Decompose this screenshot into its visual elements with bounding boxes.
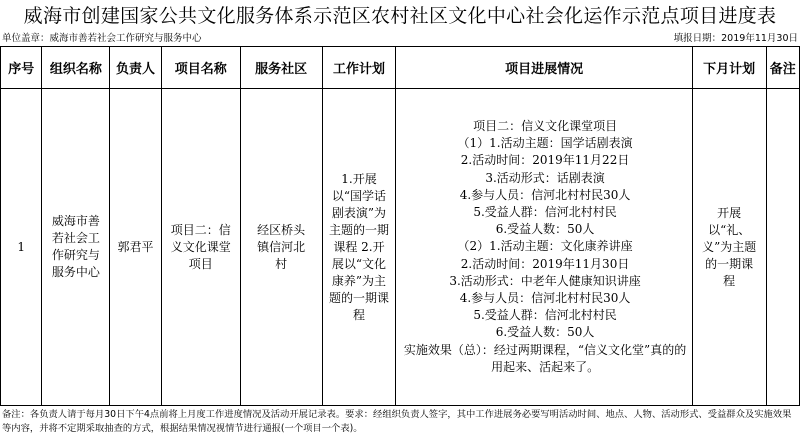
progress-line: 2.活动时间：2019年11月30日: [460, 256, 630, 271]
header-community: 服务社区: [240, 47, 322, 89]
table-row: [1, 89, 800, 406]
header-remark: 备注: [766, 47, 799, 89]
progress-line: 6.受益人数：50人: [495, 222, 595, 237]
cell-remark: [766, 89, 799, 406]
report-date: 填报日期：2019年11月30日: [673, 33, 798, 44]
project-name: 项目二：信义文化课堂项目: [170, 222, 231, 271]
cell-community: [240, 89, 322, 406]
cell-no: [1, 89, 42, 406]
progress-line: 5.受益人群：信河北村村民: [473, 204, 617, 219]
progress-line: （2）1.活动主题：文化康养讲座: [457, 239, 633, 254]
page-title: 威海市创建国家公共文化服务体系示范区农村社区文化中心社会化运作示范点项目进度表: [23, 5, 777, 27]
cell-next-plan: [692, 89, 766, 406]
org-name: 威海市善若社会工作研究与服务中心: [51, 214, 100, 279]
unit-seal-label: 单位盖章：威海市善若社会工作研究与服务中心: [2, 33, 202, 44]
progress-table: [0, 46, 800, 406]
progress-line: 2.活动时间：2019年11月22日: [460, 153, 630, 168]
progress-line: 6.受益人数：50人: [495, 325, 595, 340]
person-name: 郭君平: [117, 239, 154, 254]
cell-project: [161, 89, 240, 406]
row-no: 1: [17, 239, 26, 254]
header-no: 序号: [1, 47, 42, 89]
progress-line: 5.受益人群：信河北村村民: [473, 308, 617, 323]
progress-summary: 实施效果（总）：经过两期课程，“信义文化堂”真的的用起来、活起来了。: [403, 342, 687, 374]
footnote: 备注：各负责人请于每月30日下午4点前将上月度工作进度情况及活动开展记录表。要求：经组织负责人签字，其中工作进展务必要写明活动时间、地点、人物、活动形式、受益群众及实施效果等内容，并将不定期采取抽查的方式，根据结果情况视情节进行通报(一个项目一个表)。: [2, 409, 792, 434]
work-plan: 1.开展以“国学话剧表演”为主题的一期课程 2.开展以“文化康养”为主题的一期课程: [328, 171, 389, 322]
community-name: 经区桥头镇信河北村: [257, 222, 306, 271]
header-progress: 项目进展情况: [396, 47, 692, 89]
progress-line: 4.参与人员：信河北村村民30人: [459, 187, 631, 202]
header-next-plan: 下月计划: [692, 47, 766, 89]
header-project: 项目名称: [161, 47, 240, 89]
progress-line: 3.活动形式：话剧表演: [485, 170, 605, 185]
cell-org: [42, 89, 110, 406]
cell-person: [110, 89, 162, 406]
progress-line: 3.活动形式：中老年人健康知识讲座: [449, 273, 641, 288]
next-month-plan: 开展以“礼、义”为主题的一期课程: [702, 205, 757, 288]
progress-line: 4.参与人员：信河北村村民30人: [459, 291, 631, 305]
progress-line: （1）1.活动主题：国学话剧表演: [457, 136, 633, 151]
cell-plan: [322, 89, 396, 406]
table-header-row: [1, 47, 800, 89]
progress-line: 项目二：信义文化课堂项目: [473, 118, 618, 133]
header-plan: 工作计划: [322, 47, 396, 89]
header-org: 组织名称: [42, 47, 110, 89]
cell-progress: [396, 89, 692, 406]
header-person: 负责人: [110, 47, 162, 89]
